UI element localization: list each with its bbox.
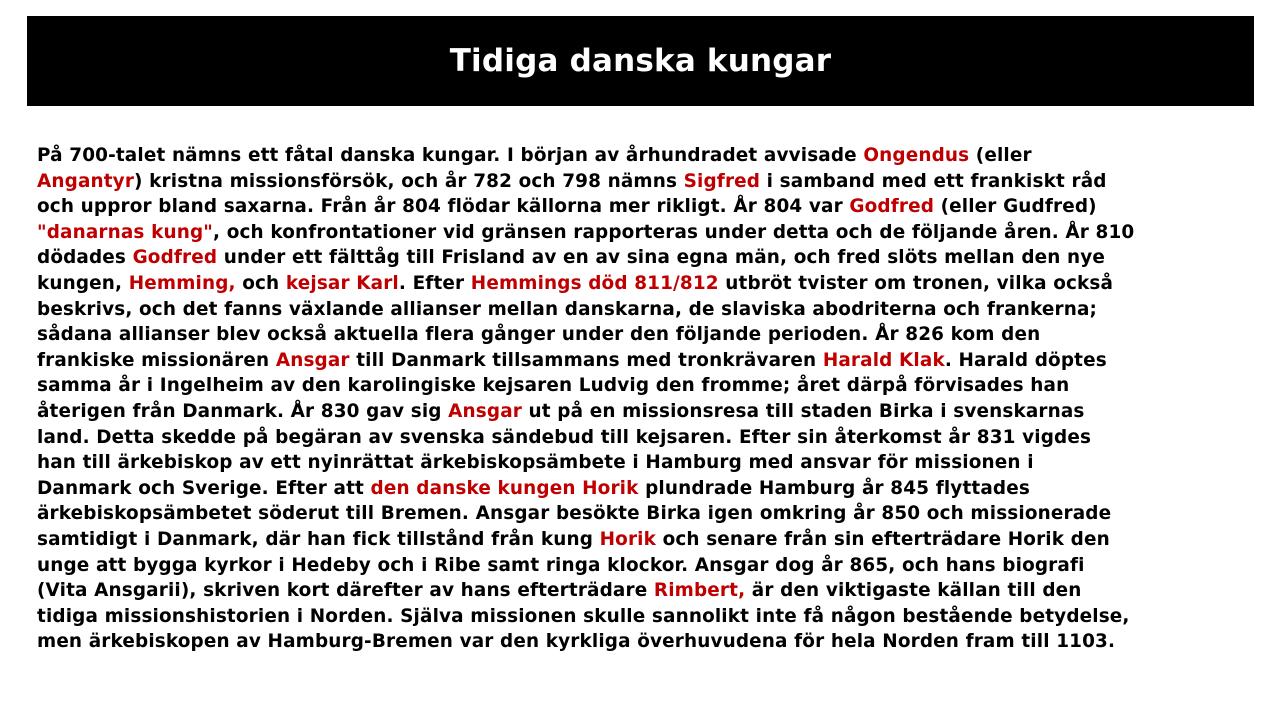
text-line — [37, 194, 1249, 220]
text-segment: (Vita Ansgarii), skriven kort därefter av hans efterträdare — [37, 580, 654, 602]
highlighted-term: Ansgar — [275, 349, 350, 371]
text-line — [37, 143, 1249, 169]
text-segment: kungen, — [37, 272, 129, 294]
text-segment: (eller Gudfred) — [934, 196, 1097, 218]
highlighted-term: Hemmings död 811/812 — [470, 272, 719, 294]
text-line — [37, 373, 1249, 399]
text-line — [37, 450, 1249, 476]
text-segment: utbröt tvister om tronen, vilka också — [718, 272, 1114, 294]
text-line — [37, 629, 1249, 655]
text-line — [37, 271, 1249, 297]
highlighted-term: Godfred — [132, 247, 218, 269]
text-segment: och — [235, 272, 286, 294]
text-segment: samtidigt i Danmark, där han fick tillstånd från kung — [37, 528, 600, 550]
text-segment: återigen från Danmark. År 830 gav sig — [37, 400, 449, 422]
body-paragraph — [37, 143, 1249, 655]
text-line — [37, 169, 1249, 195]
highlighted-term: Hemming, — [128, 272, 236, 294]
highlighted-term: Horik — [599, 528, 657, 550]
text-segment: ut på en missionsresa till staden Birka i svenskarnas — [522, 400, 1085, 422]
highlighted-term: Rimbert, — [653, 580, 746, 602]
highlighted-term: "danarnas kung" — [37, 221, 213, 243]
text-segment: dödades — [37, 247, 133, 269]
text-line — [37, 297, 1249, 323]
text-line — [37, 348, 1249, 374]
highlighted-term: Sigfred — [683, 170, 761, 192]
text-segment: är den viktigaste källan till den — [745, 580, 1082, 602]
text-segment: tidiga missionshistorien i Norden. Själva missionen skulle sannolikt inte få någon bestående betydelse, — [37, 605, 1130, 627]
highlighted-term: Ansgar — [448, 400, 522, 422]
text-segment: samma år i Ingelheim av den karolingiske kejsaren Ludvig den fromme; året därpå förvisades han — [37, 375, 1070, 397]
text-line — [37, 553, 1249, 579]
text-segment: i samband med ett frankiskt råd — [760, 170, 1107, 192]
text-segment: han till ärkebiskop av ett nyinrättat ärkebiskopsämbete i Hamburg med ansvar för missionen i — [37, 452, 1034, 474]
text-line — [37, 399, 1249, 425]
text-segment: och senare från sin efterträdare Horik den — [656, 528, 1110, 550]
text-segment: sådana allianser blev också aktuella flera gånger under den följande perioden. År 826 kom den — [37, 324, 1041, 346]
highlighted-term: den danske kungen Horik — [370, 477, 639, 499]
text-segment: unge att bygga kyrkor i Hedeby och i Ribe samt ringa klockor. Ansgar dog år 865, och hans biografi — [37, 554, 1085, 576]
text-line — [37, 425, 1249, 451]
highlighted-term: Harald Klak — [822, 349, 945, 371]
text-segment: . Harald döptes — [944, 349, 1107, 371]
text-segment: ) kristna missionsförsök, och år 782 och 798 nämns — [134, 170, 684, 192]
text-line — [37, 322, 1249, 348]
text-line — [37, 220, 1249, 246]
text-segment: Danmark och Sverige. Efter att — [37, 477, 371, 499]
text-line — [37, 476, 1249, 502]
title-bar — [27, 16, 1254, 106]
text-segment: beskrivs, och det fanns växlande allianser mellan danskarna, de slaviska abodriterna och frankerna; — [37, 298, 1098, 320]
text-segment: under ett fälttåg till Frisland av en av sina egna män, och fred slöts mellan den nye — [217, 247, 1106, 269]
text-segment: (eller — [969, 145, 1032, 166]
slide-title: Tidiga danska kungar — [449, 42, 832, 79]
text-segment: frankiske missionären — [37, 349, 276, 371]
text-line — [37, 578, 1249, 604]
text-segment: land. Detta skedde på begäran av svenska sändebud till kejsaren. Efter sin återkomst år 831 vigdes — [37, 426, 1092, 448]
text-segment: och uppror bland saxarna. Från år 804 flödar källorna mer rikligt. År 804 var — [37, 196, 850, 218]
text-segment: ärkebiskopsämbetet söderut till Bremen. Ansgar besökte Birka igen omkring år 850 och missionerade — [37, 503, 1112, 525]
text-segment: till Danmark tillsammans med tronkrävaren — [349, 349, 823, 371]
text-segment: plundrade Hamburg år 845 flyttades — [638, 477, 1030, 499]
text-line — [37, 501, 1249, 527]
text-segment: På 700-talet nämns ett fåtal danska kungar. I början av århundradet avvisade — [37, 145, 864, 166]
text-segment: men ärkebiskopen av Hamburg-Bremen var den kyrkliga överhuvudena för hela Norden fram till 1103. — [37, 631, 1116, 653]
highlighted-term: Ongendus — [863, 145, 970, 166]
text-line — [37, 245, 1249, 271]
text-line — [37, 527, 1249, 553]
highlighted-term: Godfred — [849, 196, 935, 218]
text-segment: . Efter — [398, 272, 471, 294]
text-line — [37, 604, 1249, 630]
highlighted-term: Angantyr — [37, 170, 135, 192]
text-segment: , och konfrontationer vid gränsen rapporteras under detta och de följande åren. År 810 — [213, 221, 1135, 243]
highlighted-term: kejsar Karl — [285, 272, 399, 294]
